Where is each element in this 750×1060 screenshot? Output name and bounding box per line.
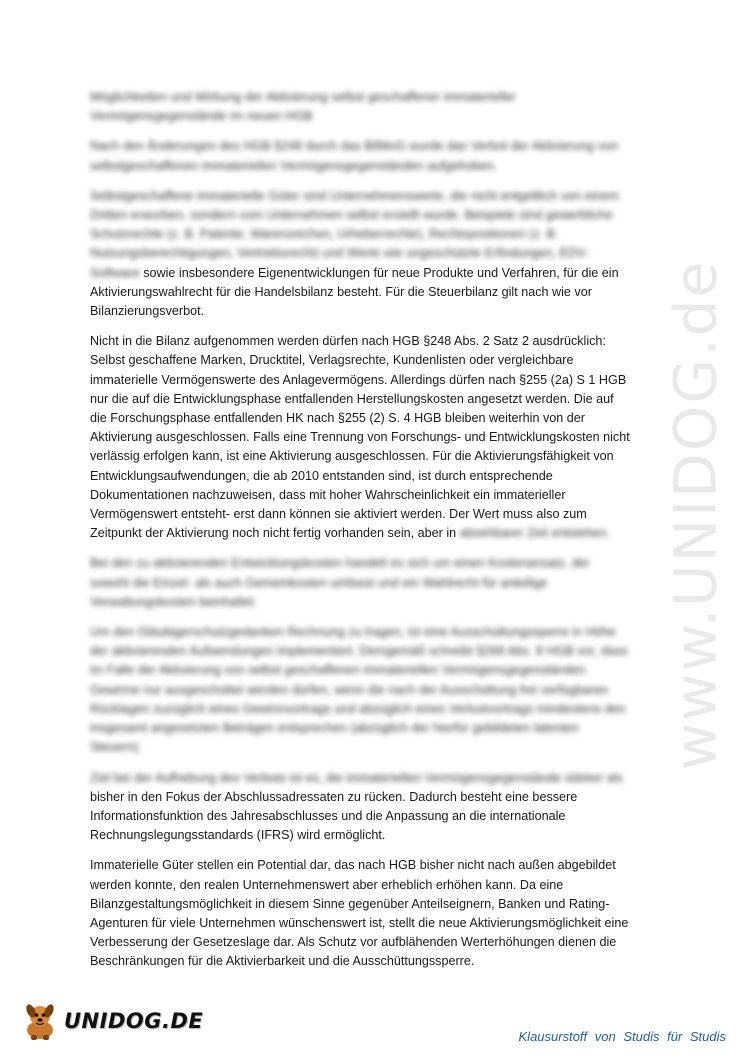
watermark-text: www.UNIDOG.de: [661, 259, 729, 771]
paragraph-text: bisher in den Fokus der Abschlussadressaten zu rücken. Dadurch besteht eine bessere Informationsfunktion des Jahresabschlusses und die Anpassung an die internationale Rechnungslegungsstandards (IFRS) wird ermöglicht.: [90, 789, 578, 843]
unidog-logo[interactable]: [18, 999, 203, 1043]
paragraph: [90, 187, 630, 321]
blurred-text: Selbstgeschaffene immaterielle Güter sind Unternehmenswerte, die nicht entgeltlich von einem Dritten erworben, sondern vom Unternehmen selbst erstellt wurde. Beispiele sind gewerbliche Schutzrechte (z. B. Patente, Warenzeichen, Urheberrechte), Rechtspositionen (z. B. Nutzungsberechtigungen, Vertriebsrecht) und Werte wie ungeschützte Erfindungen, EDV-Software: [90, 188, 619, 280]
footer: [0, 995, 750, 1060]
blurred-paragraph: Um den Gläubigerschutzgedanken Rechnung zu tragen, ist eine Ausschüttungssperre in Höhe der aktivierenden Aufwendungen implementiert. Demgemäß schreibt §268 Abs. 8 HGB vor, dass im Falle der Aktivierung von selbst geschaffenen immateriellen Vermögensgegenständen Gewinne nur ausgeschüttet werden dürfen, wenn die nach der Ausschüttung frei verfügbaren Rücklagen zuzüglich eines Gewinnvortrags und abzüglich eines Verlustvortrags mindestens den insgesamt angesetzten Beträgen entsprechen (abzüglich der hierfür gebildeten latenten Steuern).: [90, 625, 628, 755]
dog-mascot-icon: [18, 999, 62, 1043]
blurred-text: absehbarer Zeit entstehen.: [459, 526, 611, 541]
blurred-paragraph: Möglichkeiten und Wirkung der Aktivierung selbst geschaffener immaterieller Vermögensgegenstände im neuen HGB: [90, 90, 517, 124]
blurred-paragraph: Nach den Änderungen des HGB §248 durch das BilMoG wurde das Verbot der Aktivierung von selbstgeschaffenen immateriellen Vermögensgegenständen aufgehoben.: [90, 139, 618, 173]
blurred-text: Ziel bei der Aufhebung des Verbots ist es, die immateriellen Vermögensgegenstände stärker als: [90, 770, 623, 785]
paragraph: [90, 769, 630, 846]
watermark: [660, 259, 730, 771]
logo-text: UNIDOG.DE: [64, 1009, 204, 1033]
document-body: [90, 88, 630, 983]
paragraph-text: sowie insbesondere Eigenentwicklungen für neue Produkte und Verfahren, für die ein Aktivierungswahlrecht für die Handelsbilanz besteht. Für die Steuerbilanz gilt nach wie vor Bilanzierungsverbot.: [90, 265, 619, 319]
paragraph: Immaterielle Güter stellen ein Potential dar, das nach HGB bisher nicht nach außen abgebildet werden konnte, den realen Unternehmenswert aber erheblich erhöhen kann. Da eine Bilanzgestaltungsmöglichkeit in diesem Sinne gegenüber Anteilseignern, Banken und Rating-Agenturen für viele Unternehmen wünschenswert ist, stellt die neue Aktivierungsmöglichkeit eine Verbesserung der Gesetzeslage dar. Als Schutz vor aufblähenden Werterhöhungen dienen die Beschränkungen für die Aktivierbarkeit und die Ausschüttungssperre.: [90, 858, 629, 969]
paragraph: [90, 332, 630, 543]
paragraph-text: Nicht in die Bilanz aufgenommen werden dürfen nach HGB §248 Abs. 2 Satz 2 ausdrücklich: Selbst geschaffene Marken, Drucktitel, Verlagsrechte, Kundenlisten oder vergleichbare immaterielle Vermögenswerte des Anlagevermögens. Allerdings dürfen nach §255 (2a) S 1 HGB nur die auf die Entwicklungsphase entfallenden Herstellungskosten angesetzt werden. Die auf die Forschungsphase entfallenden HK nach §255 (2) S. 4 HGB bleiben weiterhin von der Aktivierung ausgeschlossen. Falls eine Trennung von Forschungs- und Entwicklungskosten nicht verlässig erfolgen kann, ist eine Aktivierung ausgeschlossen. Für die Aktivierungsfähigkeit von Entwicklungsaufwendungen, die ab 2010 entstanden sind, ist durch entsprechende Dokumentationen nachzuweisen, dass mit hoher Wahrscheinlichkeit ein immaterieller Vermögenswert entsteht- erst dann können sie aktiviert werden. Der Wert muss also zum Zeitpunkt der Aktivierung noch nicht fertig vorhanden sein, aber in: [90, 334, 630, 541]
blurred-paragraph: Bei den zu aktivierenden Entwicklungskosten handelt es sich um einen Kostenansatz, der sowohl die Einzel- als auch Gemeinkosten umfasst und ein Wahlrecht für anteilige Verwaltungskosten beinhaltet.: [90, 556, 590, 609]
footer-tagline: Klausurstoff von Studis für Studis: [518, 1029, 726, 1044]
